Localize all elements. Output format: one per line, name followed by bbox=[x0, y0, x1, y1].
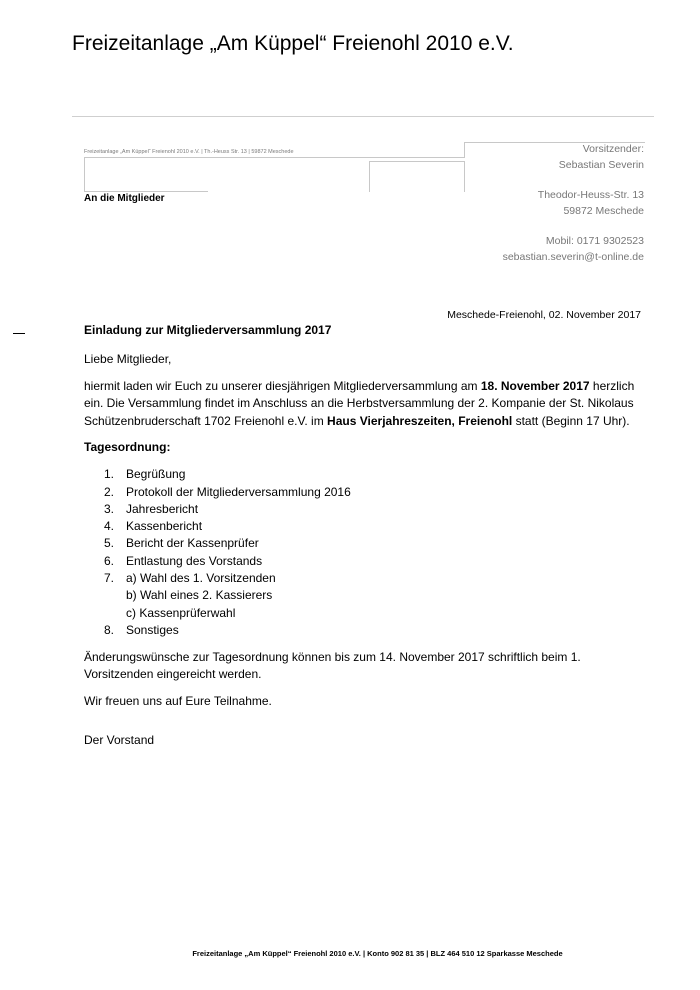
contact-role: Vorsitzender: bbox=[582, 143, 644, 155]
contact-email: sebastian.severin@t-online.de bbox=[502, 251, 644, 263]
agenda-number: 1. bbox=[104, 467, 115, 482]
agenda-item bbox=[104, 622, 644, 639]
contact-city: 59872 Meschede bbox=[563, 205, 644, 217]
agenda-number: 5. bbox=[104, 536, 115, 551]
agenda-text: a) Wahl des 1. Vorsitzenden bbox=[126, 571, 276, 586]
agenda-number: 2. bbox=[104, 484, 115, 499]
agenda-list bbox=[84, 466, 644, 639]
letter-date: Meschede-Freienohl, 02. November 2017 bbox=[447, 309, 641, 321]
intro-text-2: herzlich ein. Die Versammlung findet im Anschluss an die Herbstversammlung der 2. Kompanie der St. Nikolaus Schützenbruderschaft 1702 Freienohl e.V. im bbox=[84, 379, 635, 428]
agenda-item bbox=[104, 570, 644, 622]
agenda-item bbox=[104, 553, 644, 570]
intro-paragraph bbox=[84, 378, 644, 430]
agenda-number: 8. bbox=[104, 622, 115, 637]
closing-paragraph: Wir freuen uns auf Eure Teilnahme. bbox=[84, 693, 272, 708]
agenda-text: Jahresbericht bbox=[126, 501, 199, 516]
agenda-item bbox=[104, 518, 644, 535]
agenda-text: Bericht der Kassenprüfer bbox=[126, 536, 259, 551]
footer-bank-details: Freizeitanlage „Am Küppel“ Freienohl 2010 e.V. | Konto 902 81 35 | BLZ 464 510 12 Sparkasse Meschede bbox=[192, 949, 563, 958]
letterhead-title: Freizeitanlage „Am Küppel“ Freienohl 2010 e.V. bbox=[72, 32, 514, 55]
address-window-left bbox=[84, 157, 85, 191]
agenda-item bbox=[104, 535, 644, 552]
agenda-subitem: b) Wahl eines 2. Kassierers bbox=[126, 588, 273, 603]
agenda-number: 7. bbox=[104, 571, 115, 586]
agenda-text: Entlastung des Vorstands bbox=[126, 553, 263, 568]
signature: Der Vorstand bbox=[84, 733, 155, 748]
meeting-venue: Haus Vierjahreszeiten, Freienohl bbox=[327, 413, 513, 428]
meeting-date: 18. November 2017 bbox=[480, 379, 590, 394]
contact-mobile: Mobil: 0171 9302523 bbox=[545, 235, 644, 247]
agenda-text: Sonstiges bbox=[126, 622, 179, 637]
changes-paragraph: Änderungswünsche zur Tagesordnung können bis zum 14. November 2017 schriftlich beim 1. Vorsitzenden eingereicht werden. bbox=[84, 649, 581, 682]
fold-mark bbox=[13, 333, 25, 334]
address-window-bottom bbox=[84, 191, 208, 192]
intro-text-1: hiermit laden wir Euch zu unserer diesjährigen Mitgliederversammlung am bbox=[84, 379, 481, 394]
contact-street: Theodor-Heuss-Str. 13 bbox=[537, 189, 644, 201]
addressee: An die Mitglieder bbox=[84, 193, 165, 204]
address-window-top bbox=[84, 157, 464, 158]
agenda-number: 6. bbox=[104, 553, 115, 568]
letter-subject: Einladung zur Mitgliederversammlung 2017 bbox=[84, 323, 332, 337]
agenda-number: 3. bbox=[104, 501, 115, 516]
agenda-item bbox=[104, 501, 644, 518]
agenda-item bbox=[104, 466, 644, 483]
agenda-title: Tagesordnung: bbox=[84, 440, 171, 455]
agenda-text: Begrüßung bbox=[126, 467, 186, 482]
header-rule bbox=[72, 116, 654, 117]
sender-return-line: Freizeitanlage „Am Küppel“ Freienohl 2010 e.V. | Th.-Heuss Str. 13 | 59872 Meschede bbox=[84, 149, 294, 155]
agenda-subitem: c) Kassenprüferwahl bbox=[126, 605, 236, 620]
greeting: Liebe Mitglieder, bbox=[84, 352, 172, 367]
agenda-number: 4. bbox=[104, 519, 115, 534]
agenda-text: Kassenbericht bbox=[126, 519, 203, 534]
agenda-item bbox=[104, 484, 644, 501]
letter-body bbox=[84, 322, 644, 759]
intro-text-3: statt (Beginn 17 Uhr). bbox=[512, 413, 630, 428]
contact-name: Sebastian Severin bbox=[558, 159, 644, 171]
agenda-text: Protokoll der Mitgliederversammlung 2016 bbox=[126, 484, 351, 499]
contact-sidebar bbox=[503, 141, 644, 265]
address-window-mid bbox=[369, 161, 465, 192]
